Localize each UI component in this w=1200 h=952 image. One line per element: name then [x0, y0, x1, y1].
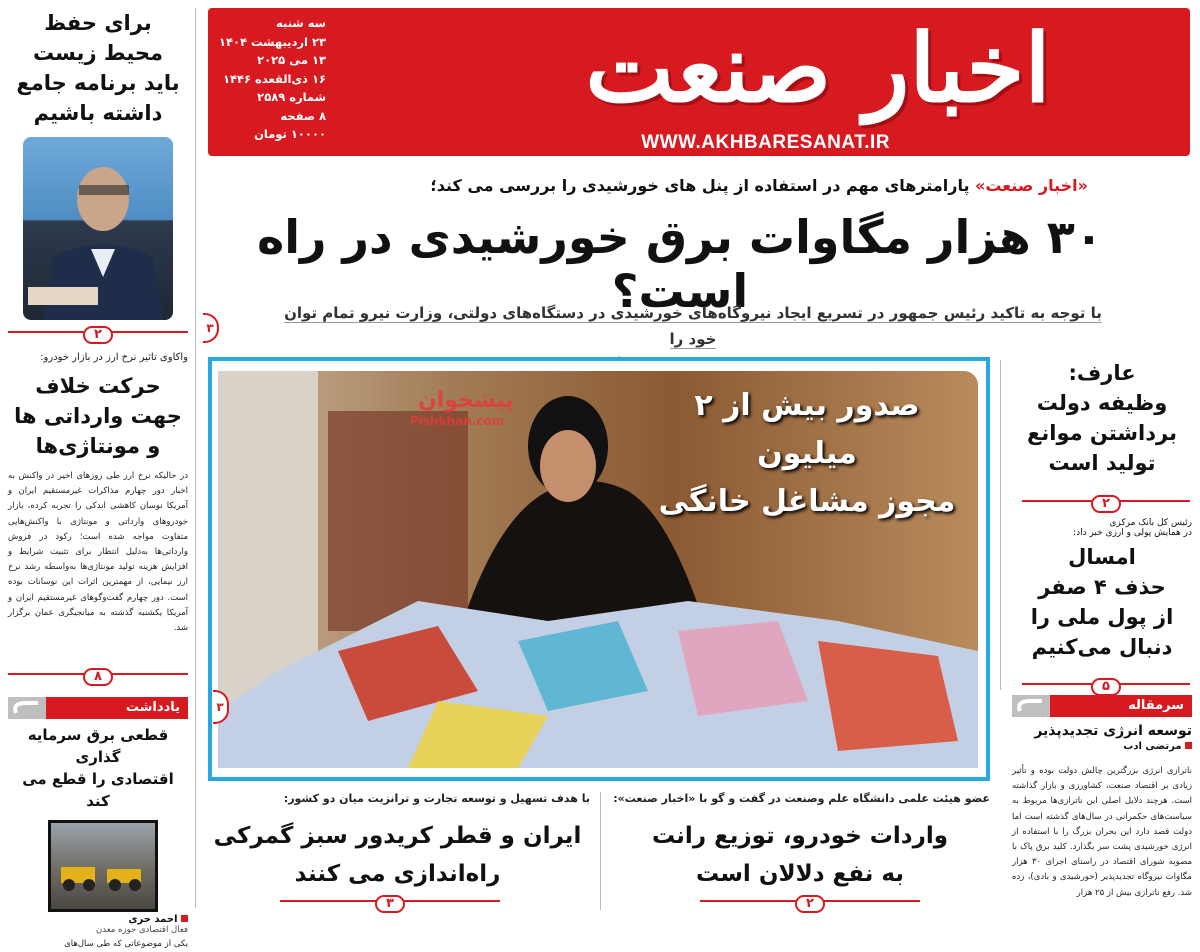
author-name: احمد حری [128, 914, 178, 925]
right-mid-story[interactable] [1012, 518, 1192, 662]
issue-price: ۱۰۰۰۰ تومان [254, 127, 326, 141]
story-title-line: به نفع دلالان است [695, 861, 905, 887]
editorial-body: ناترازی انرژی بزرگترین چالش دولت بوده و تأثیر زیادی بر اقتصاد صنعت، کشاورزی و بازار گذاشته است. هرچند دلایل اصلی این ناترازی‌ها مربوط به سیاست‌های حکمرانی در سال‌های گذشته است اما دولت قصد دارد این بحران بزرگ را با استفاده از انرژی خورشیدی پشت سر بگذارد. کلید برق پاک با مصوبه شورای اقتصاد در راستای اجرای ۳۰ هزار مگاوات نیروگاه تجدیدپذیر (خورشیدی و بادی)، زده شد. رفع ناترازی بیش از ۲۵ هزار [1012, 766, 1192, 898]
left-mid-divider [8, 669, 188, 686]
story-title-line: جهت وارداتی ها [14, 404, 182, 428]
page-ref-badge: ۲ [1091, 495, 1121, 513]
story-title-line: راه‌اندازی می کنند [294, 861, 501, 887]
story-title-line: برای حفظ [44, 11, 152, 35]
story-title-line: تولید است [1048, 451, 1156, 475]
story-title-line: امسال [1068, 545, 1136, 569]
main-kicker [430, 176, 1088, 195]
story-title-line: محیط زیست [32, 41, 164, 65]
section-label: سرمقاله [1050, 695, 1192, 717]
website-url: WWW.AKHBARESANAT.IR [641, 132, 890, 153]
left-mid-story[interactable] [8, 352, 188, 664]
story-title-line: حذف ۴ صفر [1038, 575, 1166, 599]
subhead-line: با توجه به تاکید رئیس جمهور در تسریع ایجاد نیروگاه‌های خورشیدی در دستگاه‌های دولتی، وزارت نیرو تمام توان خود را [284, 304, 1102, 348]
note-title-line: اقتصادی را قطع می کند [22, 770, 174, 810]
bottom-center-story[interactable] [610, 792, 990, 893]
masthead [208, 8, 1190, 156]
kicker-text: پارامترهای مهم در استفاده از پنل های خورشیدی را بررسی می کند؛ [430, 176, 970, 195]
president-photo [23, 137, 173, 320]
bottom-divider [600, 792, 601, 910]
note-body: یکی از موضوعاتی که طی سال‌های [64, 939, 188, 949]
left-bottom-note[interactable] [8, 697, 188, 952]
author-line [8, 914, 188, 925]
left-top-story[interactable] [8, 8, 188, 128]
issue-date-gregorian: ۱۳ می ۲۰۲۵ [257, 53, 326, 67]
page-ref-badge: ۵ [1091, 678, 1121, 696]
right-bottom-editorial[interactable] [1012, 695, 1192, 904]
issue-info [216, 14, 326, 144]
issue-pages: ۸ صفحه [280, 108, 326, 123]
section-label: یادداشت [46, 697, 188, 719]
story-title-line: عارف: [1068, 361, 1136, 385]
story-body: در حالیکه نرخ ارز طی روزهای اخیر در واکنش به اخبار دور چهارم مذاکرات غیرمستقیم ایران و آمریکا نوسان کاهشی اندکی را تجربه کرده، بازار خودروهای وارداتی و مونتاژی با واکنش‌هایی متفاوت مواجه شده است؛ رکود در فروش وارداتی‌ها به‌دلیل انتظار برای تثبیت شرایط و افزایش هزینه تولید مونتاژی‌ها به‌واسطه رشد نرخ ارز نیمایی، از مهمترین اثرات این نوسانات بوده است. دور چهارم گفت‌وگوهای غیرمستقیم ایران و آمریکا یکشنبه گذشته به میانجیگری عمان برگزار شد. [8, 471, 188, 634]
story-title-line: داشته باشیم [33, 101, 163, 125]
right-top-divider [1022, 496, 1190, 513]
story-title-line: دنبال می‌کنیم [1031, 635, 1173, 659]
page-ref-badge: ۸ [83, 668, 113, 686]
photo-title-line: صدور بیش از ۲ میلیون [694, 388, 920, 471]
quote-mark-icon [1012, 695, 1050, 717]
issue-date-solar: ۲۳ اردیبهشت ۱۴۰۴ [218, 34, 326, 49]
column-divider-left [195, 8, 196, 908]
photo-title-line: مجوز مشاغل خانگی [658, 484, 956, 519]
right-top-story[interactable] [1012, 358, 1192, 478]
note-title-line: قطعی برق سرمایه گذاری [27, 726, 169, 766]
issue-number: شماره ۲۵۸۹ [257, 90, 326, 104]
story-kicker: با هدف تسهیل و توسعه تجارت و ترانزیت میان دو کشور: [283, 792, 590, 805]
story-kicker: عضو هیئت علمی دانشگاه علم وصنعت در گفت و گو با «اخبار صنعت»: [613, 792, 990, 805]
story-title-line: وظیفه دولت [1036, 391, 1168, 415]
watermark: پیشخوان [418, 388, 514, 413]
bottom-left-divider [280, 896, 500, 913]
note-title [8, 724, 188, 812]
author-line [1012, 741, 1192, 752]
story-title-line: واردات خودرو، توزیع رانت [651, 823, 949, 849]
story-title-line: ایران و قطر کریدور سبز گمرکی [213, 823, 582, 849]
page-ref-badge: ۳ [203, 313, 219, 343]
kicker-source: «اخبار صنعت» [975, 176, 1088, 195]
story-title-line: حرکت خلاف [35, 374, 161, 398]
photo-story-title [642, 382, 972, 526]
story-kicker: واکاوی تاثیر نرخ ارز در بازار خودرو: [40, 352, 188, 363]
dump-truck-icon [51, 823, 155, 909]
newspaper-logo: اخبار صنعت [585, 14, 1051, 124]
watermark-latin: Pishkhan.com [410, 414, 505, 428]
person-silhouette-icon [23, 137, 173, 320]
author-name: مرتضی ادب [1123, 741, 1182, 752]
page-ref-badge: ۲ [83, 326, 113, 344]
author-role: فعال اقتصادی حوزه معدن [96, 925, 188, 935]
bottom-center-divider [700, 896, 920, 913]
story-kicker: در همایش پولی و ارزی خبر داد: [1073, 528, 1192, 538]
mining-trucks-photo [48, 820, 158, 912]
page-ref-badge: ۲ [795, 895, 825, 913]
column-divider-right [1000, 360, 1001, 690]
quote-mark-icon [8, 697, 46, 719]
page-ref-badge: ۳ [213, 690, 229, 724]
editorial-title: توسعه انرژی تجدیدپذیر [1034, 723, 1192, 739]
bottom-left-story[interactable] [205, 792, 590, 893]
story-title-line: از پول ملی را [1030, 605, 1174, 629]
author-bullet-icon [181, 915, 188, 922]
main-headline[interactable]: ۳۰ هزار مگاوات برق خورشیدی در راه است؟ [257, 210, 1103, 318]
author-bullet-icon [1185, 742, 1192, 749]
story-title-line: باید برنامه جامع [16, 71, 180, 95]
story-title-line: برداشتن موانع [1027, 421, 1177, 445]
left-top-divider [8, 327, 188, 344]
issue-day: سه شنبه [276, 16, 326, 30]
story-title-line: و مونتاژی‌ها [35, 434, 161, 458]
issue-date-lunar: ۱۶ ذی‌القعده ۱۴۴۶ [222, 71, 326, 86]
page-ref-badge: ۳ [375, 895, 405, 913]
story-kicker: رئیس کل بانک مرکزی [1109, 518, 1192, 528]
